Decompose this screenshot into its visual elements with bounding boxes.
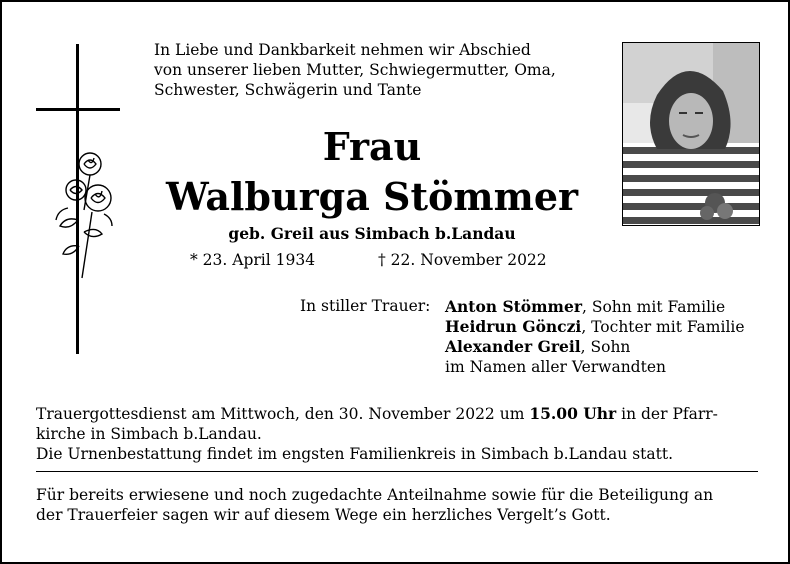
mourner-item (445, 297, 745, 317)
portrait-image (623, 43, 759, 225)
service-text: in der Pfarr- (616, 405, 718, 423)
intro-line: In Liebe und Dankbarkeit nehmen wir Abschied (154, 41, 531, 59)
mourner-relation: , Sohn (580, 338, 631, 356)
mourner-name: Anton Stömmer (445, 297, 582, 316)
service-line (36, 404, 760, 424)
title-salutation: Frau (322, 124, 422, 169)
mourners-list (445, 297, 745, 377)
service-info (36, 404, 760, 464)
birth-date: * 23. April 1934 (190, 251, 316, 269)
mourning-label: In stiller Trauer: (300, 297, 431, 315)
mourner-relation: , Tochter mit Familie (581, 318, 745, 336)
thanks-line: Für bereits erwiesene und noch zugedachte Anteilnahme sowie für die Beteiligung an (36, 486, 714, 504)
maiden-name-line: geb. Greil aus Simbach b.Landau (228, 224, 516, 243)
burial-line: Die Urnenbestattung findet im engsten Familienkreis in Simbach b.Landau statt. (36, 445, 674, 463)
service-line: kirche in Simbach b.Landau. (36, 425, 262, 443)
service-text: Trauergottesdienst am Mittwoch, den 30. November 2022 um (36, 405, 530, 423)
death-date: † 22. November 2022 (378, 251, 547, 269)
thanks-text (36, 485, 760, 525)
mourner-name: Heidrun Gönczi (445, 317, 582, 336)
portrait-photo (622, 42, 760, 226)
intro-line: Schwester, Schwägerin und Tante (154, 81, 422, 99)
service-time: 15.00 Uhr (529, 404, 617, 423)
deceased-name: Walburga Stömmer (165, 174, 579, 219)
mourner-relation: , Sohn mit Familie (581, 298, 726, 316)
divider (36, 471, 758, 472)
mourner-item (445, 317, 745, 337)
intro-line: von unserer lieben Mutter, Schwiegermutter, Oma, (154, 61, 556, 79)
intro-text (154, 40, 604, 100)
mourner-item (445, 337, 745, 357)
thanks-line: der Trauerfeier sagen wir auf diesem Wege ein herzliches Vergelt’s Gott. (36, 506, 611, 524)
mourner-name: Alexander Greil (445, 337, 581, 356)
cross-icon-bar (36, 108, 120, 111)
roses-icon (48, 150, 120, 280)
mourners-extra: im Namen aller Verwandten (445, 358, 666, 376)
